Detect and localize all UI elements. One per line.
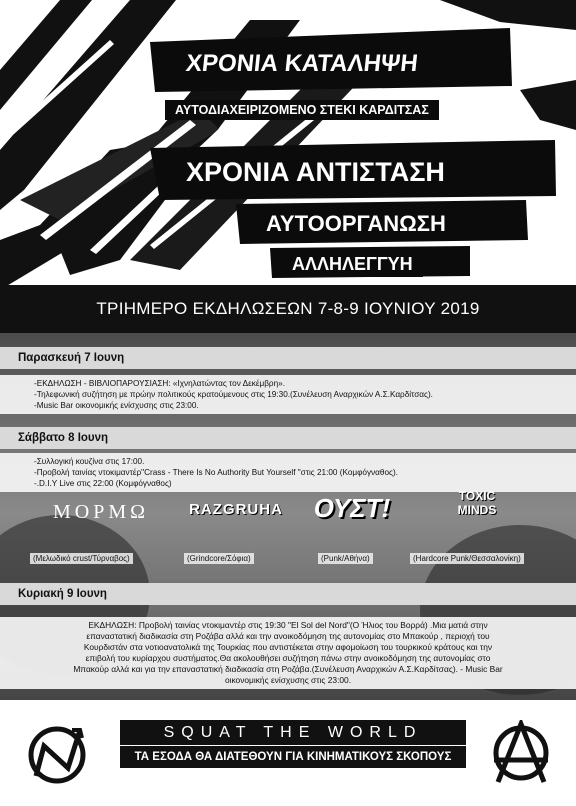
band-logo-oust: ΟΥΣΤ! — [313, 493, 391, 523]
day3-line: ΕΚΔΗΛΩΣΗ: Προβολή ταινίας ντοκιμαντέρ στις 19:30 "El Sol del Nord"(Ο Ήλιος του Βορρά) .Μια ματιά στην — [88, 620, 488, 630]
day3-line: οικονομικής ενίσχυσης στις 23:00. — [224, 675, 352, 685]
day2-line: -Συλλογική κουζίνα στις 17:00. — [34, 457, 145, 466]
day3-line: Μπακούρ αλλά και για την επαναστατική διαδικασία στη Ροζάβα.(Συνέλευση Αναρχικών Α.Σ.Καρδίτσας). - Music Bar — [73, 664, 503, 674]
day1-line: -Music Bar οικονομικής ενίσχυσης στις 23:00. — [34, 401, 199, 410]
title-line-allileggyi: ΑΛΛΗΛΕΓΓΥΗ — [282, 252, 423, 277]
day1-line: -Τηλεφωνική συζήτηση με πρώην πολιτικούς κρατούμενους στις 19:30.(Συνέλευση Αναρχικών Α.Σ.Καρδίτσας). — [34, 390, 433, 399]
day3-line: επιβολή του κυρίαρχου συστήματος.Θα ακολουθήσει συζήτηση πάνω στην ανοικοδόμηση της αυτονομίας στο — [85, 653, 491, 663]
footer — [0, 700, 576, 806]
top-graphic — [0, 0, 576, 290]
title-line-chronia-antistasi: ΧΡΟΝΙΑ ΑΝΤΙΣΤΑΣΗ — [172, 152, 459, 193]
proceeds-note: ΤΑ ΕΣΟΔΑ ΘΑ ΔΙΑΤΕΘΟΥΝ ΓΙΑ ΚΙΝΗΜΑΤΙΚΟΥΣ ΣΚΟΠΟΥΣ — [120, 746, 466, 768]
day2-title: Σάββατο 8 Ιουνη — [0, 427, 576, 449]
band-logo-toxic-minds: TOXIC MINDS — [457, 489, 497, 517]
title-line-chronia-katalipsi: ΧΡΟΝΙΑ ΚΑΤΑΛΗΨΗ — [170, 44, 434, 84]
event-dates-header: ΤΡΙΗΜΕΡΟ ΕΚΔΗΛΩΣΕΩΝ 7-8-9 ΙΟΥΝΙΟΥ 2019 — [0, 285, 576, 333]
day2-line: -Προβολή ταινίας ντοκιμαντέρ"Crass - There Is No Authority But Yourself "στις 21:00 (Κομφόγναθος). — [34, 468, 398, 477]
band-caption: (Hardcore Punk/Θεσσαλονίκη) — [410, 553, 524, 564]
day3-line: επαναστατική διαδικασία στη Ροζάβα αλλά και την ανοικοδόμηση της αυτονομίας στο Μπακούρ , περιοχή του — [86, 631, 490, 641]
day3-title: Κυριακή 9 Ιουνη — [0, 583, 576, 605]
day2-line: -.D.I.Y Live στις 22:00 (Κομφόγναθος) — [34, 479, 172, 488]
band-lineup — [0, 489, 576, 569]
anarchy-a-icon — [488, 720, 554, 786]
squat-the-world-banner: SQUAT THE WORLD — [120, 720, 466, 745]
day2-info — [0, 453, 576, 492]
day1-info — [0, 375, 576, 414]
squat-symbol-icon — [22, 720, 92, 790]
subtitle-steki-karditsas: ΑΥΤΟΔΙΑΧΕΙΡΙΖΟΜΕΝΟ ΣΤΕΚΙ ΚΑΡΔΙΤΣΑΣ — [165, 100, 439, 120]
event-schedule-section — [0, 285, 576, 700]
day3-line: Κουρδιστάν στα νοτιοανατολικά της Τουρκίας που αντιστέκεται στην αφομοίωση του τουρκικού κράτους και την — [83, 642, 493, 652]
day1-title: Παρασκευή 7 Ιουνη — [0, 347, 576, 369]
band-logo-mormo: ΜΟΡΜΩ — [53, 501, 149, 523]
band-caption: (Punk/Αθήνα) — [318, 553, 373, 564]
day3-info — [0, 617, 576, 689]
band-caption: (Μελωδικό crust/Τύρναβος) — [30, 553, 133, 564]
band-logo-razgruha: RAZGRUHA — [189, 501, 283, 518]
day1-line: -ΕΚΔΗΛΩΣΗ - ΒΙΒΛΙΟΠΑΡΟΥΣΙΑΣΗ: «Ιχνηλατώντας τον Δεκέμβρη». — [34, 379, 285, 388]
title-line-aftoorganosi: ΑΥΤΟΟΡΓΑΝΩΣΗ — [254, 208, 458, 240]
band-caption: (Grindcore/Σόφια) — [184, 553, 254, 564]
